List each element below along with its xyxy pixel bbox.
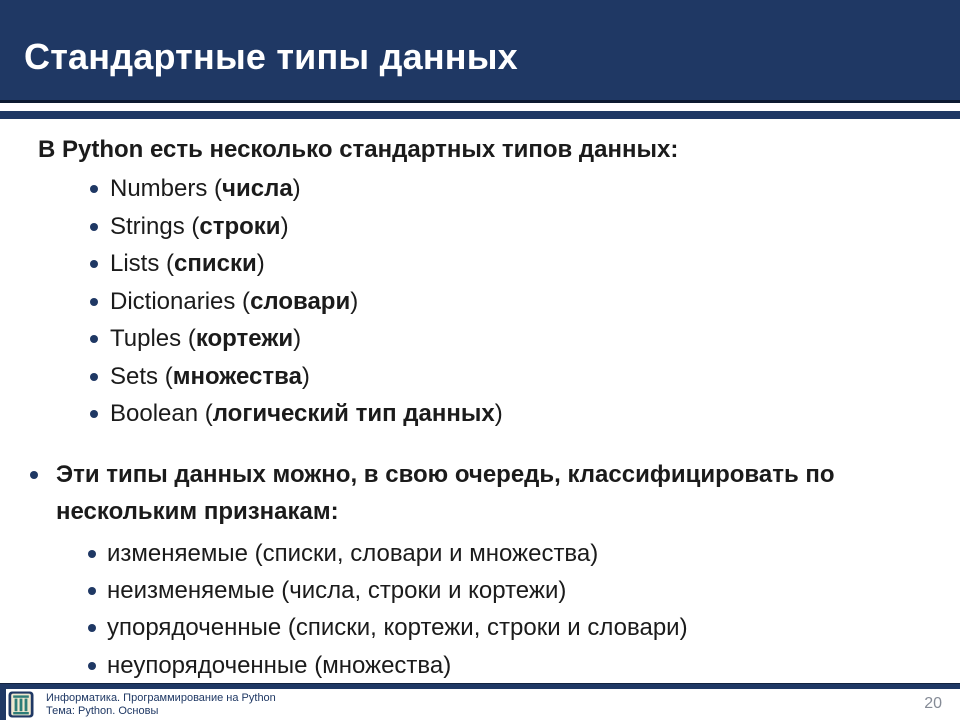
bullet-icon bbox=[90, 260, 98, 268]
bullet-icon bbox=[90, 298, 98, 306]
types-list bbox=[0, 170, 960, 433]
title-bar bbox=[0, 0, 960, 103]
list-item: Sets (множества) bbox=[0, 358, 960, 396]
classification-text: неизменяемые (числа, строки и кортежи) bbox=[107, 576, 567, 604]
type-name-ru: логический тип данных bbox=[212, 400, 495, 427]
type-name-ru: словари bbox=[250, 287, 351, 315]
list-item bbox=[0, 609, 960, 646]
bullet-icon bbox=[90, 185, 98, 193]
bullet-icon bbox=[88, 550, 96, 558]
classification-text: изменяемые (списки, словари и множества) bbox=[107, 539, 599, 567]
type-name-ru: строки bbox=[199, 212, 281, 240]
bullet-icon bbox=[30, 471, 38, 479]
type-name-ru: кортежи bbox=[195, 325, 294, 352]
classification-intro bbox=[0, 456, 906, 530]
footer-course: Информатика. Программирование на Python bbox=[46, 692, 276, 704]
classification-intro-text: Эти типы данных можно, в свою очередь, классифицировать по нескольким признакам: bbox=[56, 460, 835, 525]
type-name-en: Dictionaries bbox=[110, 287, 236, 315]
bullet-icon bbox=[88, 662, 96, 670]
list-item: Strings (строки) bbox=[0, 208, 960, 246]
type-name-en: Sets bbox=[110, 362, 159, 390]
classification-text: неупорядоченные (множества) bbox=[107, 651, 452, 679]
type-name-ru: множества bbox=[172, 362, 302, 390]
bullet-icon bbox=[90, 373, 98, 381]
classifications-list bbox=[0, 535, 960, 685]
bullet-icon bbox=[88, 587, 96, 595]
list-item bbox=[0, 535, 960, 572]
type-name-ru: списки bbox=[174, 250, 257, 277]
list-item: Numbers (числа) bbox=[0, 170, 960, 208]
type-name-en: Tuples bbox=[110, 325, 182, 352]
list-item bbox=[0, 572, 960, 609]
list-item: Boolean (логический тип данных) bbox=[0, 395, 960, 433]
footer-text bbox=[46, 692, 276, 718]
footer-edge-strip bbox=[0, 689, 6, 720]
type-name-en: Boolean bbox=[110, 400, 199, 427]
bullet-icon bbox=[88, 624, 96, 632]
page-number: 20 bbox=[924, 695, 942, 712]
type-name-en: Lists bbox=[110, 250, 160, 277]
list-item: Dictionaries (словари) bbox=[0, 283, 960, 321]
footer bbox=[0, 689, 960, 720]
institute-column-logo-icon bbox=[8, 691, 34, 718]
list-item: Tuples (кортежи) bbox=[0, 320, 960, 358]
type-name-ru: числа bbox=[222, 175, 293, 202]
type-name-en: Strings bbox=[110, 212, 185, 240]
type-name-en: Numbers bbox=[110, 175, 208, 202]
header-divider bbox=[0, 111, 960, 119]
intro-text: В Python есть несколько стандартных типов данных: bbox=[38, 136, 679, 163]
slide-body bbox=[0, 119, 960, 683]
classification-text: упорядоченные (списки, кортежи, строки и словари) bbox=[107, 614, 688, 642]
bullet-icon bbox=[90, 223, 98, 231]
bullet-icon bbox=[90, 410, 98, 418]
list-item bbox=[0, 647, 960, 684]
bullet-icon bbox=[90, 335, 98, 343]
page-title: Стандартные типы данных bbox=[24, 36, 518, 77]
footer-topic: Тема: Python. Основы bbox=[46, 705, 159, 717]
list-item: Lists (списки) bbox=[0, 245, 960, 283]
